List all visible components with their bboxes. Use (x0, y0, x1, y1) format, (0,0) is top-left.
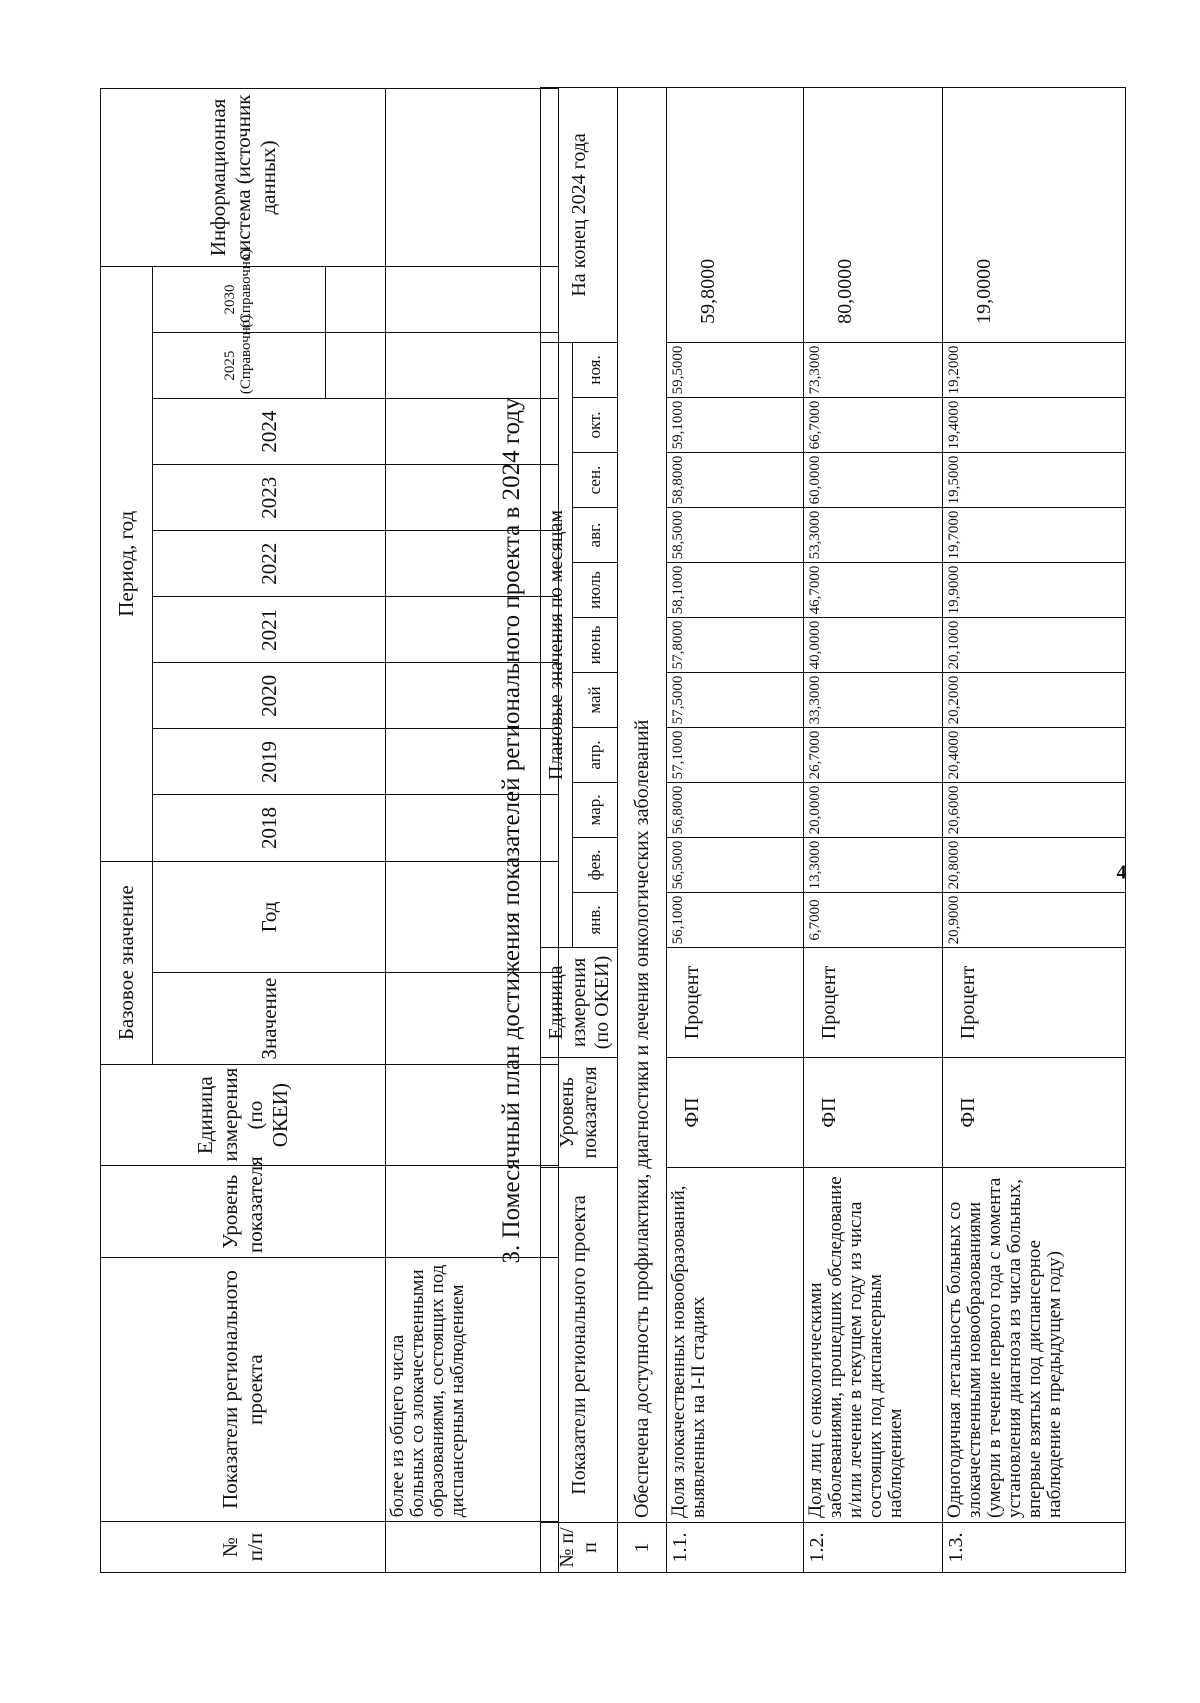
t1-header-year: 2021 (153, 597, 386, 663)
t2-month-value: 58,5000 (667, 508, 804, 563)
t2-final-value: 19,0000 (943, 87, 1126, 342)
t1-header-year: 2019 (153, 729, 386, 795)
t2-month-value: 73,3000 (804, 342, 943, 397)
t2-header-month: ноя. (573, 342, 618, 397)
t2-header-num: № п/п (541, 1523, 618, 1573)
t2-section-title: Обеспечена доступность профилактики, диагностики и лечения онкологических заболеваний (618, 87, 667, 1522)
t1-header-period: Период, год (101, 266, 153, 861)
t1-cell (386, 1166, 559, 1257)
t1-cell (386, 333, 559, 399)
t2-row-level: ФП (804, 1058, 943, 1168)
t2-final-value: 80,0000 (804, 87, 943, 342)
t1-cell (386, 861, 559, 973)
t1-header-num: № п/п (101, 1522, 386, 1573)
t1-header-year: 2020 (153, 663, 386, 729)
t2-month-value: 40,0000 (804, 618, 943, 673)
t1-header-level: Уровень показателя (101, 1166, 386, 1257)
t1-header-year: 2024 (153, 399, 386, 465)
t1-cell (386, 597, 559, 663)
indicators-table-continued (100, 88, 559, 1573)
t2-row-num: 1.1. (667, 1523, 804, 1573)
t1-header-info: Информационная система (источник данных) (101, 89, 386, 267)
t1-cell (386, 729, 559, 795)
t1-header-2030-blank (326, 266, 386, 332)
t1-header-base-year: Год (153, 861, 386, 973)
t2-month-value: 20,1000 (943, 618, 1126, 673)
t1-cell (386, 399, 559, 465)
t1-header-year: 2023 (153, 465, 386, 531)
t2-row-unit: Процент (667, 948, 804, 1058)
t2-month-value: 20,0000 (804, 783, 943, 838)
t2-month-value: 20,9000 (943, 893, 1126, 948)
t1-header-2030: 2030 (Справочно) (153, 266, 326, 332)
t2-final-value: 59,8000 (667, 87, 804, 342)
t2-row-name: Доля лиц с онкологическими заболеваниями, прошедших обследование и/или лечение в текущем году из числа состоящих под диспансерным наблюдением (804, 1168, 943, 1523)
t2-row-name: Одногодичная летальность больных со злокачественными новообразованиями (умерли в течение первого года с момента установления диагноза из числа больных, впервые взятых под диспансерное наблюдение в предыдущем году) (943, 1168, 1126, 1523)
t2-month-value: 19,9000 (943, 563, 1126, 618)
table-row (667, 87, 804, 1572)
t2-month-value: 66,7000 (804, 398, 943, 453)
table-row (804, 87, 943, 1572)
t1-header-base: Базовое значение (101, 861, 153, 1064)
t2-month-value: 33,3000 (804, 673, 943, 728)
page-number: 4 (1116, 861, 1127, 884)
t1-header-2025: 2025 (Справочно) (153, 333, 326, 399)
t2-month-value: 57,8000 (667, 618, 804, 673)
t1-cell (386, 663, 559, 729)
t2-month-value: 58,8000 (667, 453, 804, 508)
t2-month-value: 6,7000 (804, 893, 943, 948)
t2-header-month: сен. (573, 453, 618, 508)
t2-row-level: ФП (667, 1058, 804, 1168)
section-title: 3. Помесячный план достижения показателей регионального проекта в 2024 году (498, 397, 525, 1264)
t2-month-value: 19,5000 (943, 453, 1126, 508)
t1-cell (386, 973, 559, 1064)
t2-section-num: 1 (618, 1523, 667, 1573)
t1-cell (386, 531, 559, 597)
t1-cell-indicator-text: более из общего числа больных со злокачественными образованиями, состоящих под диспансерным наблюдением (386, 1257, 559, 1521)
t2-row-num: 1.3. (943, 1523, 1126, 1573)
t2-header-unit: Единица измерения (по ОКЕИ) (541, 948, 618, 1058)
t2-month-value: 56,5000 (667, 838, 804, 893)
t2-row-name: Доля злокачественных новообразований, выявленных на I-II стадиях (667, 1168, 804, 1523)
monthly-plan-table (540, 87, 1126, 1573)
t1-header-unit: Единица измерения (по ОКЕИ) (101, 1064, 386, 1166)
t1-header-year: 2018 (153, 795, 386, 861)
t2-month-value: 20,2000 (943, 673, 1126, 728)
t1-header-indicator: Показатели регионального проекта (101, 1257, 386, 1521)
t1-cell-num (386, 1522, 559, 1573)
t1-cell (386, 1064, 559, 1166)
t2-month-value: 19,2000 (943, 342, 1126, 397)
t2-header-final: На конец 2024 года (541, 87, 618, 342)
t2-month-value: 46,7000 (804, 563, 943, 618)
t2-header-month: мар. (573, 783, 618, 838)
t2-month-value: 19,4000 (943, 398, 1126, 453)
t2-month-value: 20,6000 (943, 783, 1126, 838)
t2-row-level: ФП (943, 1058, 1126, 1168)
t2-row-num: 1.2. (804, 1523, 943, 1573)
t1-cell (386, 266, 559, 332)
t2-header-month: окт. (573, 398, 618, 453)
t2-header-month: авг. (573, 508, 618, 563)
t2-header-level: Уровень показателя (541, 1058, 618, 1168)
t1-header-year: 2022 (153, 531, 386, 597)
t2-header-month: июль (573, 563, 618, 618)
t2-month-value: 20,8000 (943, 838, 1126, 893)
t2-header-month: янв. (573, 893, 618, 948)
t1-cell (386, 795, 559, 861)
t2-row-unit: Процент (943, 948, 1126, 1058)
t2-header-month: июнь (573, 618, 618, 673)
t2-month-value: 13,3000 (804, 838, 943, 893)
t2-header-indicator: Показатели регионального проекта (541, 1168, 618, 1523)
t2-header-month: апр. (573, 728, 618, 783)
t2-month-value: 56,1000 (667, 893, 804, 948)
t1-header-base-value: Значение (153, 973, 386, 1064)
t2-header-month: фев. (573, 838, 618, 893)
t1-cell (386, 89, 559, 267)
t2-month-value: 19,7000 (943, 508, 1126, 563)
t2-row-unit: Процент (804, 948, 943, 1058)
t2-header-plan: Плановые значения по месяцам (541, 342, 573, 947)
t1-cell (386, 465, 559, 531)
t2-month-value: 59,5000 (667, 342, 804, 397)
t2-month-value: 20,4000 (943, 728, 1126, 783)
t2-month-value: 56,8000 (667, 783, 804, 838)
t2-month-value: 53,3000 (804, 508, 943, 563)
t2-month-value: 58,1000 (667, 563, 804, 618)
t2-month-value: 57,5000 (667, 673, 804, 728)
table-row (943, 87, 1126, 1572)
t2-month-value: 26,7000 (804, 728, 943, 783)
t2-header-month: май (573, 673, 618, 728)
t1-header-2025-blank (326, 333, 386, 399)
t2-month-value: 59,1000 (667, 398, 804, 453)
t2-month-value: 57,1000 (667, 728, 804, 783)
t2-month-value: 60,0000 (804, 453, 943, 508)
